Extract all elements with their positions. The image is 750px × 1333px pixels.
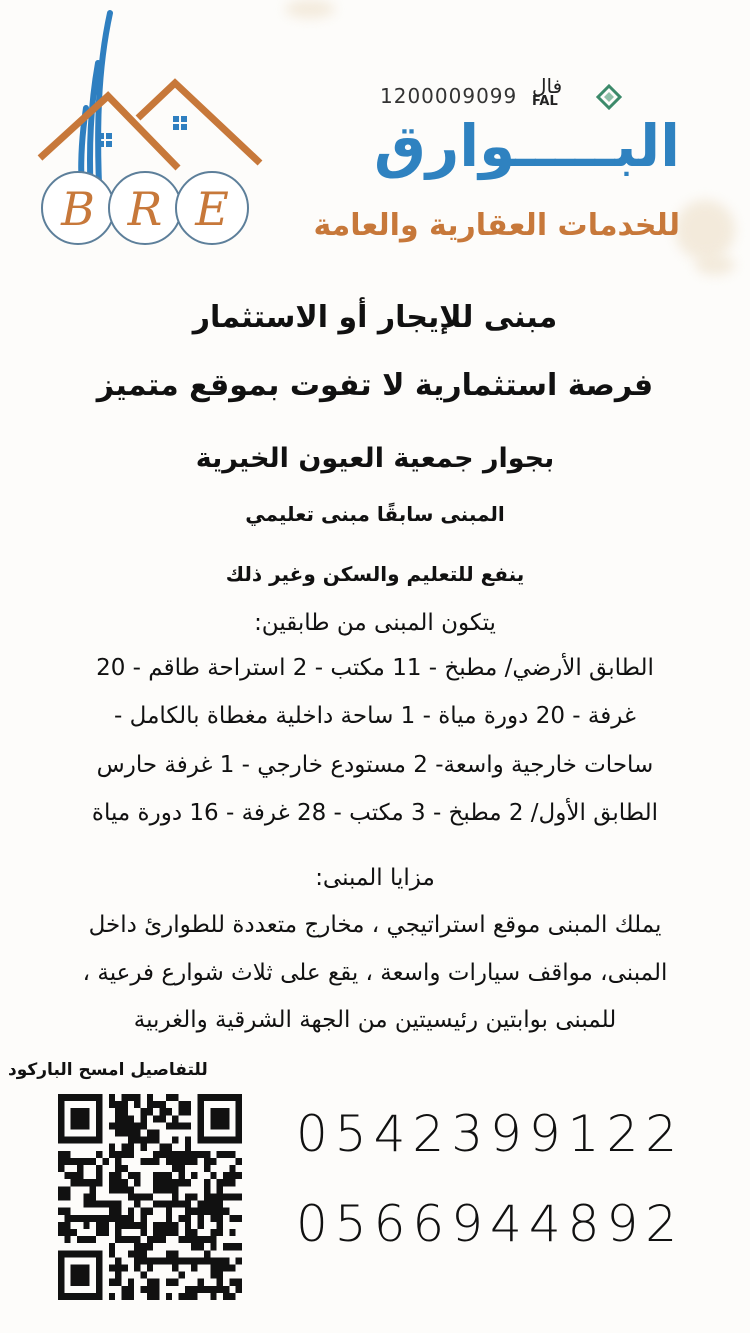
background-blob [695, 255, 735, 275]
floors-heading: يتكون المبنى من طابقين: [254, 610, 496, 636]
floors-line: الطابق الأول/ 2 مطبخ - 3 مكتب - 28 غرفة - 16 دورة مياة [91, 800, 659, 826]
brand-subtitle: للخدمات العقارية والعامة [313, 208, 680, 243]
svg-text:R: R [127, 182, 163, 236]
headline: مبنى للإيجار أو الاستثمار [192, 300, 558, 335]
features-line: للمبنى بوابتين رئيسيتين من الجهة الشرقية والغربية [133, 1007, 617, 1033]
features-heading: مزايا المبنى: [315, 865, 435, 891]
svg-text:B: B [61, 182, 95, 236]
background-blob [675, 200, 735, 260]
fal-label-arabic: فال [532, 74, 563, 98]
location: بجوار جمعية العيون الخيرية [195, 443, 555, 474]
features-line: المبنى، مواقف سيارات واسعة ، يقع على ثلاث شوارع فرعية ، [82, 960, 668, 986]
fal-license-number: 1200009099 [380, 84, 518, 108]
floors-line: غرفة - 20 دورة مياة - 1 ساحة داخلية مغطاة بالكامل - [114, 703, 636, 729]
previous-use: المبنى سابقًا مبنى تعليمي [245, 502, 505, 526]
qr-code[interactable] [58, 1094, 242, 1300]
fal-diamond-icon [596, 84, 622, 110]
phone-number[interactable]: 0542399122 [296, 1105, 685, 1163]
features-line: يملك المبنى موقع استراتيجي ، مخارج متعددة للطوارئ داخل [88, 912, 662, 938]
brand-name: البـــــوارق [374, 112, 680, 180]
fal-license [380, 74, 630, 114]
fal-label-english: FAL [532, 94, 558, 109]
svg-text:E: E [195, 182, 229, 236]
suitable-for: ينفع للتعليم والسكن وغير ذلك [225, 562, 525, 586]
scan-barcode-label: للتفاصيل امسح الباركود [8, 1060, 208, 1080]
tagline: فرصة استثمارية لا تفوت بموقع متميز [96, 368, 654, 403]
floors-line: ساحات خارجية واسعة- 2 مستودع خارجي - 1 غرفة حارس [96, 752, 654, 778]
floors-line: الطابق الأرضي/ مطبخ - 11 مكتب - 2 استراحة طاقم - 20 [96, 655, 654, 681]
company-logo [28, 8, 278, 248]
qr-modules [58, 1094, 242, 1300]
background-blob [285, 0, 335, 18]
phone-number[interactable]: 0566944892 [296, 1195, 685, 1253]
